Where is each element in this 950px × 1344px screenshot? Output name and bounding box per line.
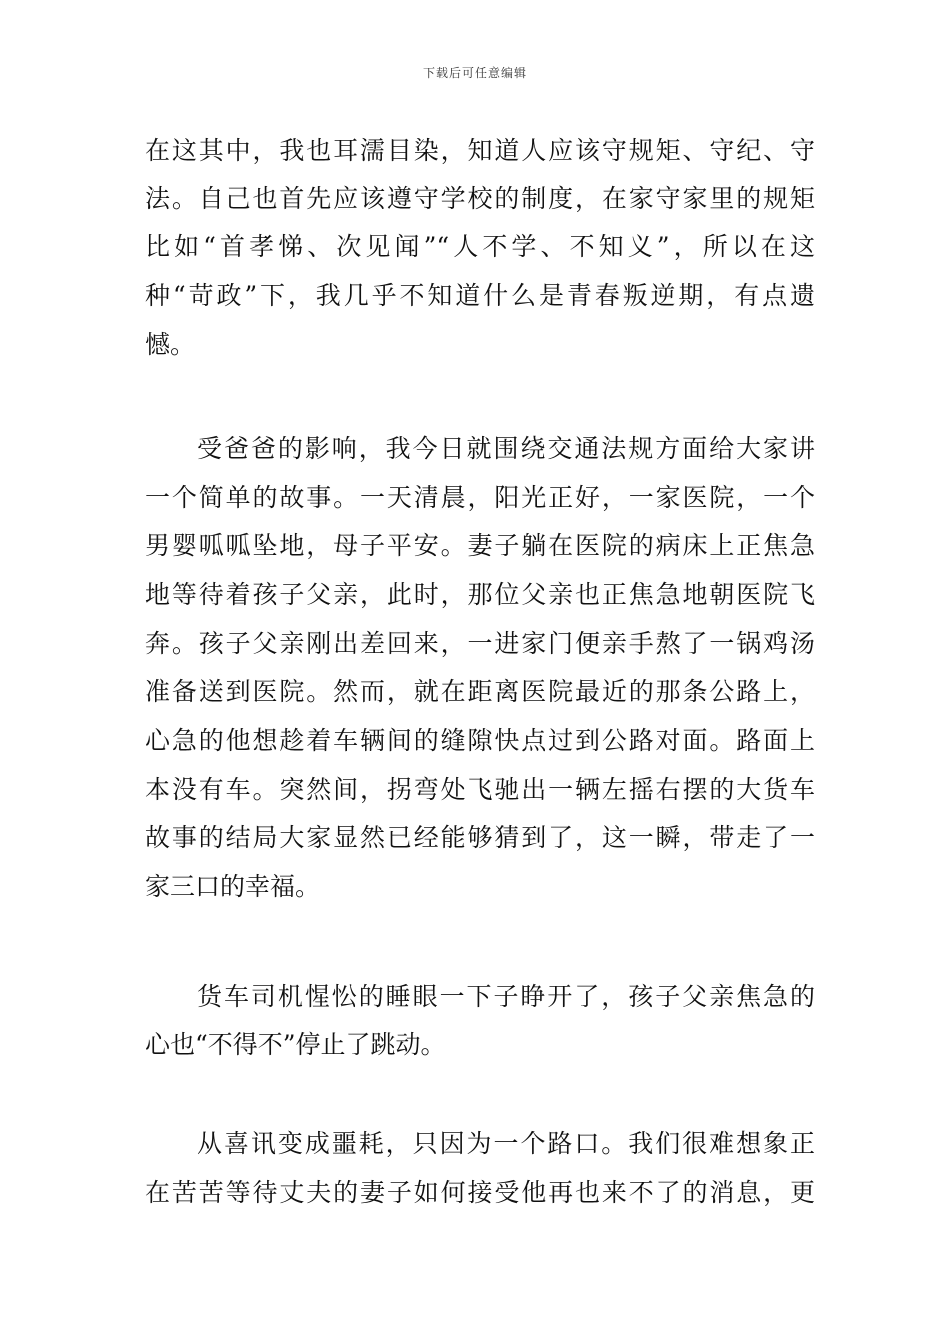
text-line: 男婴呱呱坠地，母子平安。妻子躺在医院的病床上正焦急	[145, 531, 815, 560]
text-line: 准备送到医院。然而，就在距离医院最近的那条公路上，	[145, 677, 815, 706]
page-header: 下载后可任意编辑	[422, 66, 527, 80]
text-line: 家三口的幸福。	[145, 872, 321, 901]
text-line: 心急的他想趁着车辆间的缝隙快点过到公路对面。路面上	[145, 726, 815, 755]
text-line: 种“苛政”下，我几乎不知道什么是青春叛逆期，有点遗	[145, 281, 815, 310]
text-line: 奔。孩子父亲刚出差回来，一进家门便亲手熬了一锅鸡汤	[145, 629, 815, 658]
text-line: 法。自己也首先应该遵守学校的制度，在家守家里的规矩	[145, 184, 815, 213]
text-line: 从喜讯变成噩耗，只因为一个路口。我们很难想象正	[197, 1129, 815, 1158]
text-line: 受爸爸的影响，我今日就围绕交通法规方面给大家讲	[197, 434, 815, 463]
text-line: 地等待着孩子父亲，此时，那位父亲也正焦急地朝医院飞	[145, 580, 815, 609]
text-line: 在这其中，我也耳濡目染，知道人应该守规矩、守纪、守	[145, 136, 815, 165]
text-line: 心也“不得不”停止了跳动。	[145, 1030, 446, 1059]
text-line: 故事的结局大家显然已经能够猜到了，这一瞬，带走了一	[145, 823, 815, 852]
text-line: 憾。	[145, 330, 196, 359]
text-line: 货车司机惺忪的睡眼一下子睁开了，孩子父亲焦急的	[197, 982, 815, 1011]
text-line: 在苦苦等待丈夫的妻子如何接受他再也来不了的消息，更	[145, 1178, 815, 1207]
text-line: 本没有车。突然间，拐弯处飞驰出一辆左摇右摆的大货车	[145, 775, 815, 804]
text-line: 比如“首孝悌、次见闻”“人不学、不知义”，所以在这	[145, 232, 815, 261]
text-line: 一个简单的故事。一天清晨，阳光正好，一家医院，一个	[145, 483, 815, 512]
